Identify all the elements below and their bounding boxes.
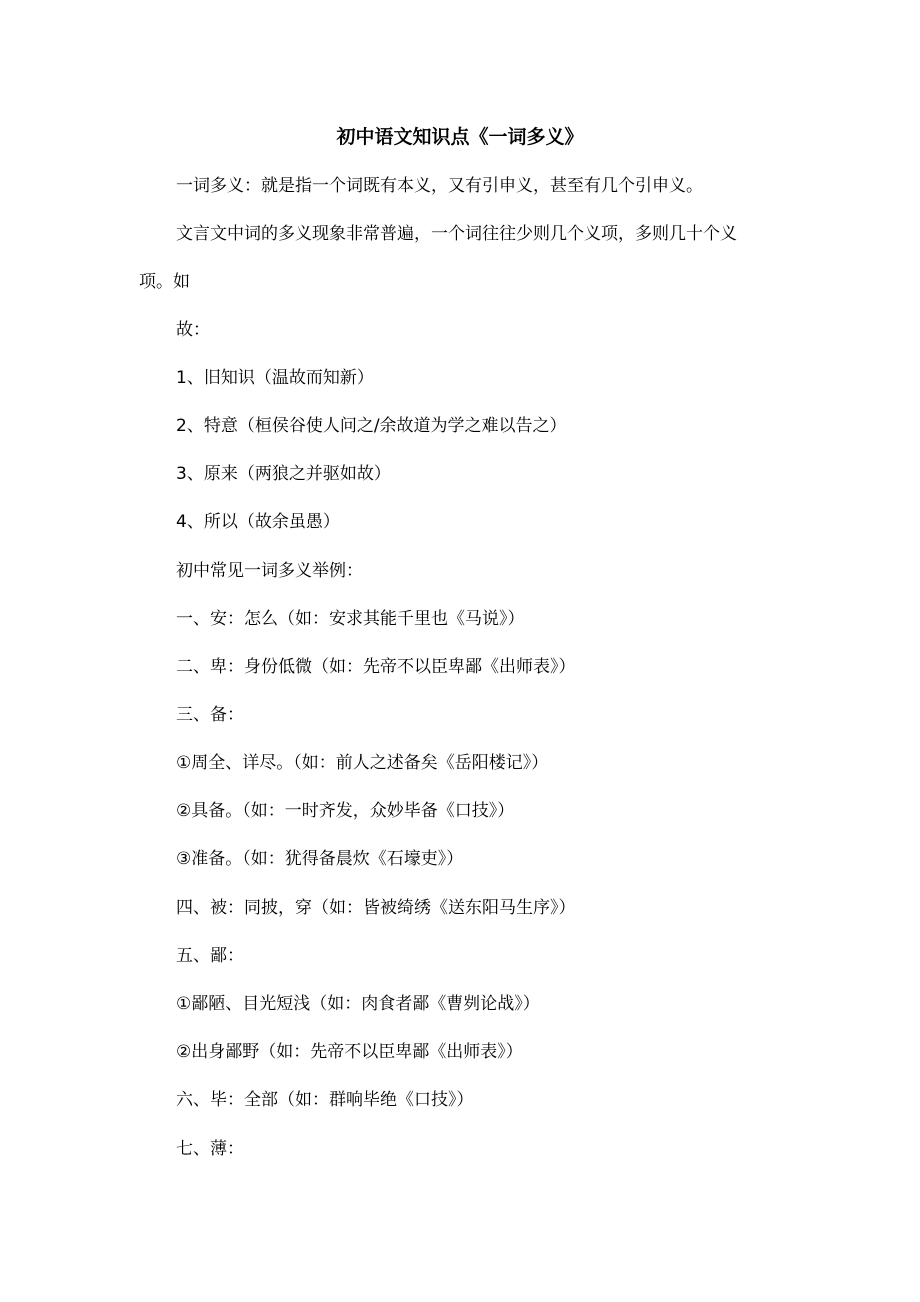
example-line: ①鄙陋、目光短浅（如：肉食者鄙《曹刿论战》） [176, 994, 540, 1014]
example-line: ②具备。（如：一时齐发，众妙毕备《口技》） [176, 801, 515, 821]
example-line: 一、安：怎么（如：安求其能千里也《马说》） [176, 609, 525, 629]
examples-heading: 初中常见一词多义举例： [176, 561, 363, 581]
gu-meaning-item: 1、旧知识（温故而知新） [176, 368, 374, 388]
gu-meaning-item: 3、原来（两狼之并驱如故） [176, 464, 391, 484]
example-line: 四、被：同披，穿（如：皆被绮绣《送东阳马生序》） [176, 898, 576, 918]
phenomenon-text-line-1: 文言文中词的多义现象非常普遍，一个词往往少则几个义项，多则几十个义 [176, 224, 737, 244]
example-line: 三、备： [176, 705, 244, 725]
example-line: 五、鄙： [176, 946, 244, 966]
example-line: 七、薄： [176, 1139, 244, 1159]
gu-heading: 故： [176, 320, 210, 340]
example-line: ②出身鄙野（如：先帝不以臣卑鄙《出师表》） [176, 1042, 523, 1062]
definition-text: 一词多义：就是指一个词既有本义，又有引申义，甚至有几个引申义。 [176, 176, 703, 196]
example-line: 六、毕：全部（如：群响毕绝《口技》） [176, 1090, 474, 1110]
example-line: ①周全、详尽。（如：前人之述备矣《岳阳楼记》） [176, 753, 549, 773]
gu-meaning-item: 2、特意（桓侯谷使人问之/余故道为学之难以告之） [176, 416, 567, 436]
document-title: 初中语文知识点《一词多义》 [336, 126, 584, 148]
phenomenon-text-line-2: 项。如 [139, 272, 190, 292]
example-line: ③准备。（如：犹得备晨炊《石壕吏》） [176, 849, 464, 869]
gu-meaning-item: 4、所以（故余虽愚） [176, 512, 340, 532]
example-line: 二、卑：身份低微（如：先帝不以臣卑鄙《出师表》） [176, 657, 576, 677]
